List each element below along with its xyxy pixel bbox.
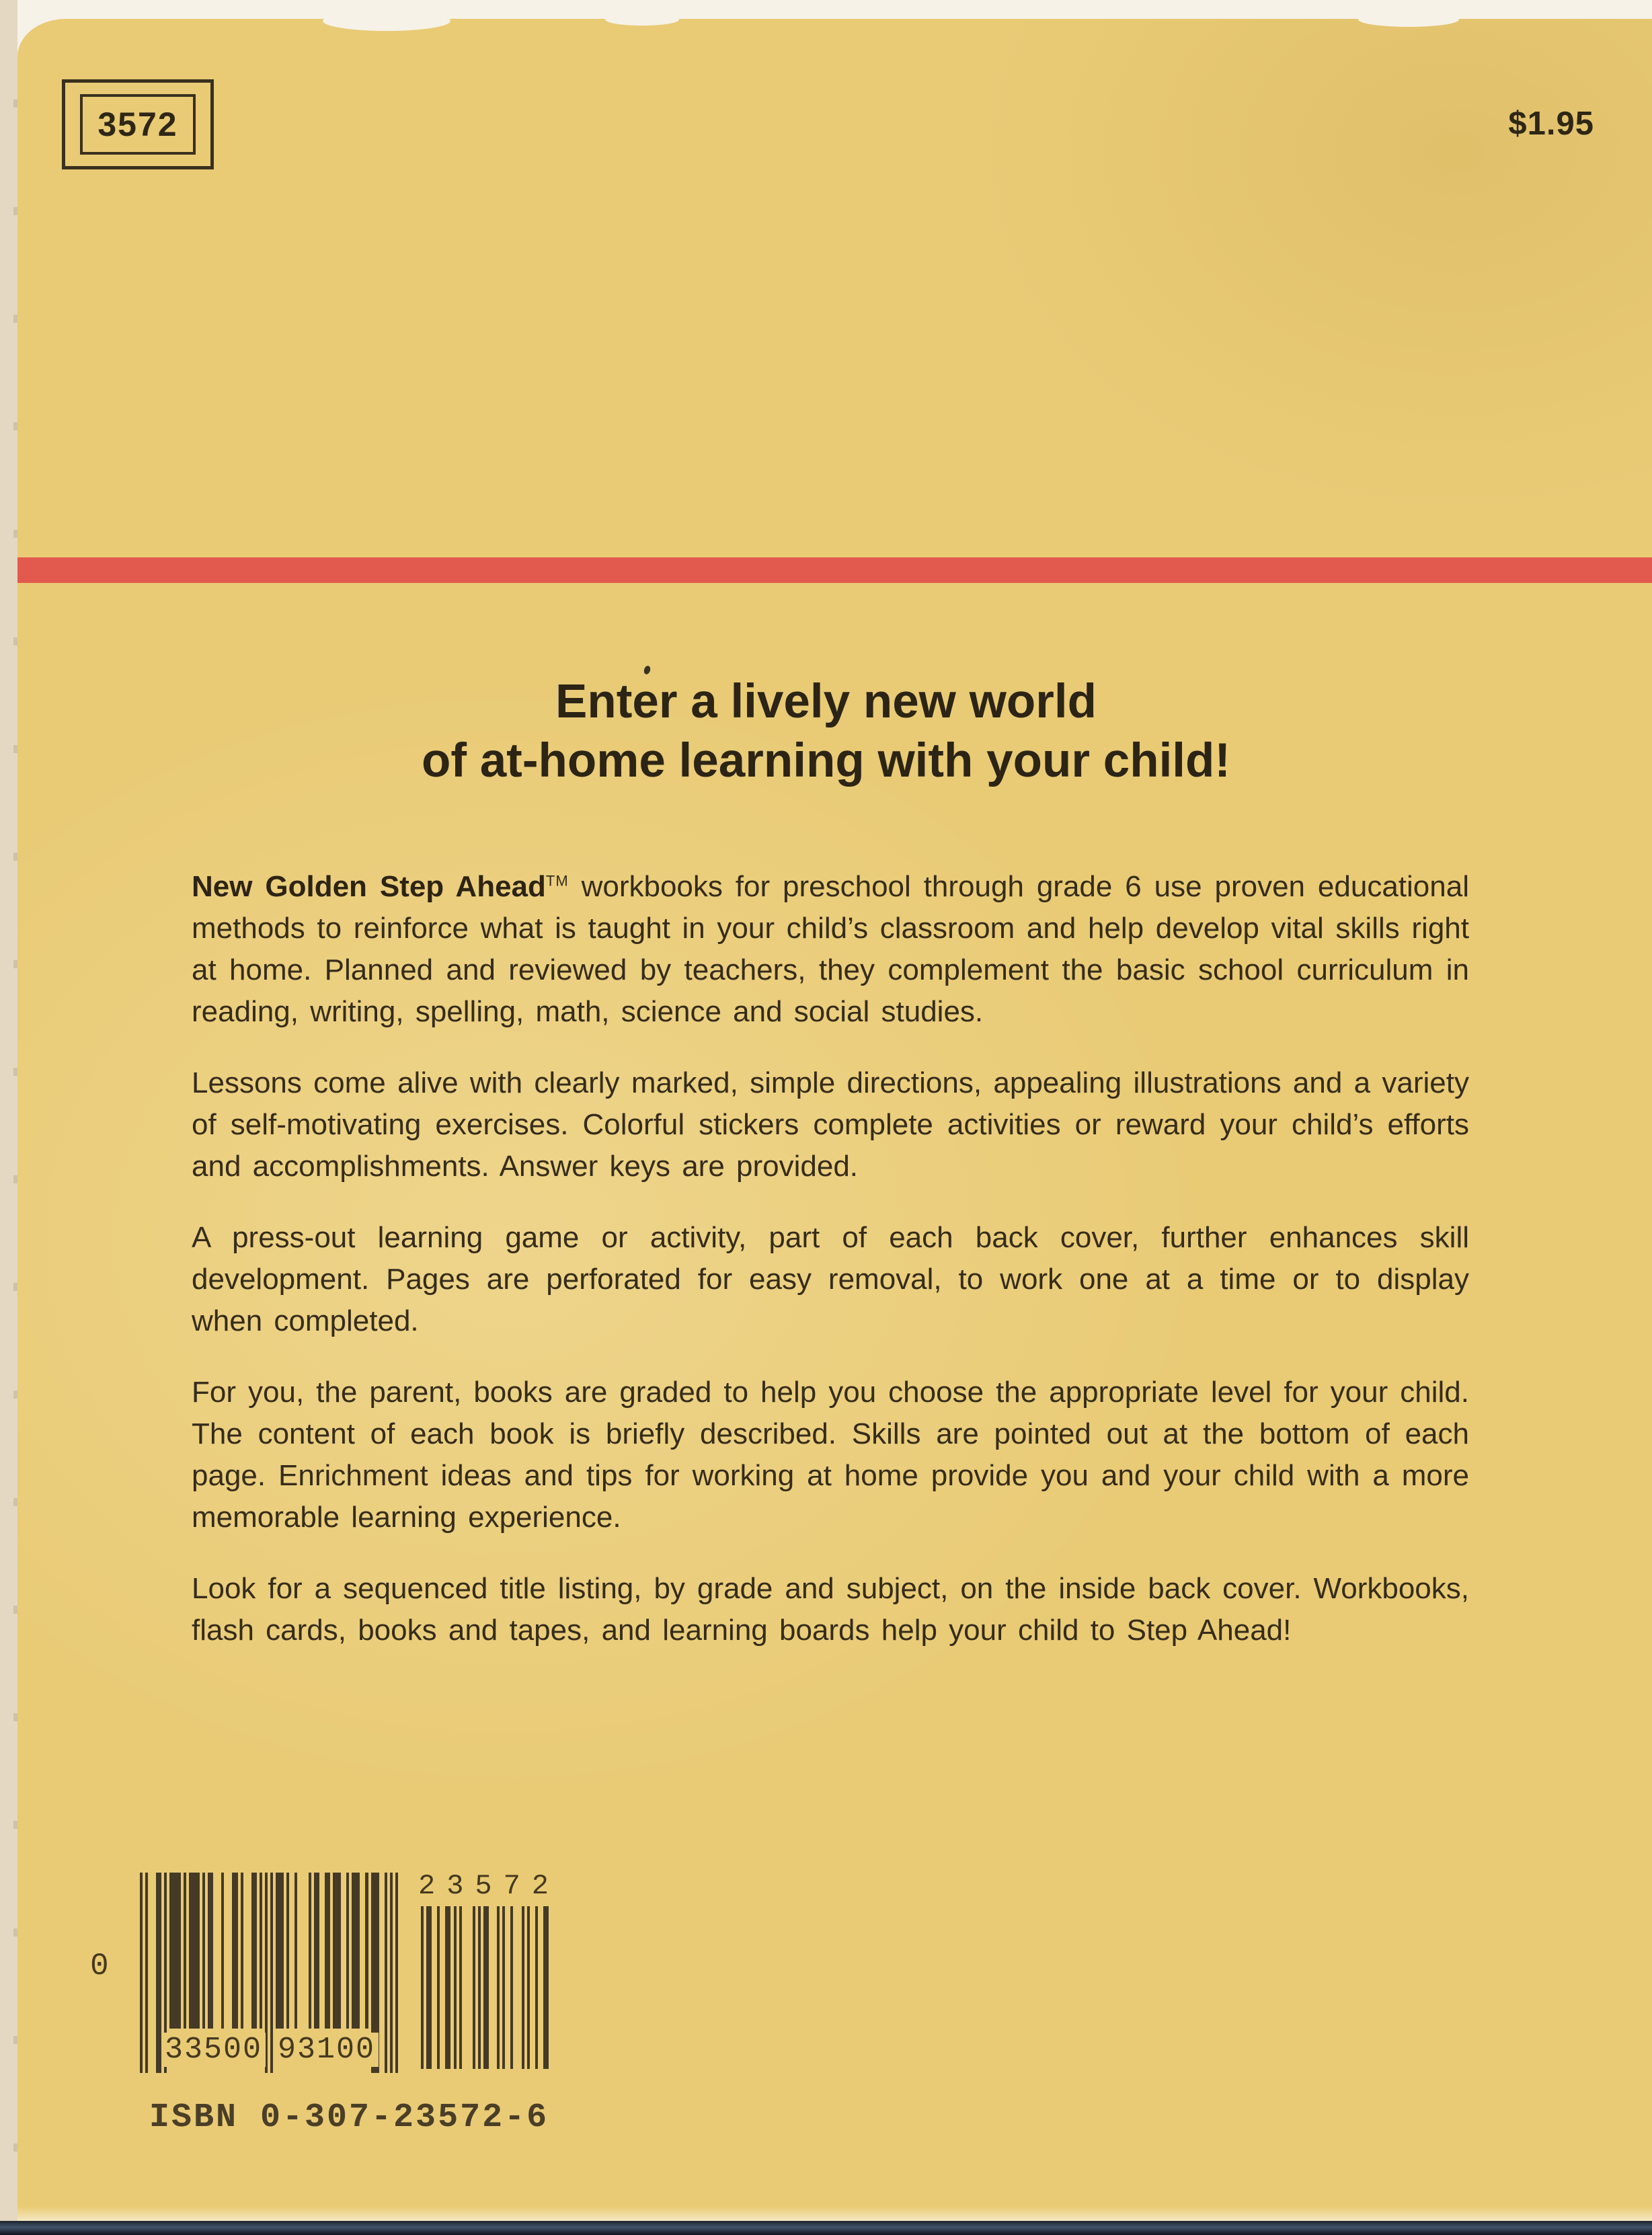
supplement-digit: 2 — [418, 1870, 436, 1902]
supplement-digit: 2 — [531, 1870, 549, 1902]
brand-name: New Golden Step Ahead — [192, 870, 546, 903]
marketing-copy — [192, 866, 1469, 1681]
red-accent-stripe — [17, 557, 1652, 583]
stock-number-inner-box — [80, 94, 196, 155]
headline — [0, 672, 1652, 791]
torn-edge-mark — [323, 11, 450, 31]
upc-left-digits: 33500 — [161, 2033, 266, 2067]
supplement-digit: 7 — [503, 1870, 520, 1902]
supplement-digits — [418, 1870, 549, 1902]
paragraph-1-text: workbooks for preschool through grade 6 use proven educational methods to reinforce what is taught in your child’s classroom and help develop vital skills right at home. Planned and reviewed by teachers, they complement the basic school curriculum in reading, writing, spelling, math, science and social studies. — [192, 870, 1469, 1028]
trademark-symbol: TM — [545, 872, 569, 890]
stock-number: 3572 — [97, 106, 178, 143]
upc-right-digits: 93100 — [274, 2033, 379, 2067]
paragraph-1 — [192, 866, 1469, 1033]
upc-barcode — [140, 1873, 398, 2073]
headline-line-2: of at-home learning with your child! — [421, 734, 1231, 787]
torn-edge-mark — [605, 13, 679, 26]
binding-edge-strip — [0, 0, 17, 2235]
paragraph-4: For you, the parent, books are graded to help you choose the appropriate level for your child. The content of each book is briefly described. Skills are pointed out at the bottom of each page. Enrichment ideas and tips for working at home provide you and your child with a more memorable learning experience. — [192, 1376, 1469, 1534]
isbn-label: ISBN 0-307-23572-6 — [149, 2099, 549, 2137]
scan-bottom-edge — [0, 2221, 1652, 2235]
torn-edge-mark — [1358, 12, 1459, 27]
stock-number-box — [62, 79, 214, 169]
headline-line-1: Enter a lively new world — [555, 675, 1097, 728]
paragraph-5: Look for a sequenced title listing, by grade and subject, on the inside back cover. Workbooks, flash cards, books and tapes, and learning boards help your child to Step Ahead! — [192, 1572, 1469, 1647]
supplement-digit: 3 — [446, 1870, 464, 1902]
price-label: $1.95 — [1508, 106, 1594, 142]
paragraph-2: Lessons come alive with clearly marked, simple directions, appealing illustrations and a variety of self-motivating exercises. Colorful stickers complete activities or reward your child’s efforts and accomplishments. Answer keys are provided. — [192, 1066, 1469, 1183]
supplement-digit: 5 — [475, 1870, 492, 1902]
paragraph-3: A press-out learning game or activity, part of each back cover, further enhances skill development. Pages are perforated for easy removal, to work one at a time or to display when completed. — [192, 1221, 1469, 1337]
supplement-barcode — [418, 1870, 549, 2069]
supplement-bars — [418, 1906, 549, 2069]
upc-number-system-digit: 0 — [90, 1949, 109, 1984]
